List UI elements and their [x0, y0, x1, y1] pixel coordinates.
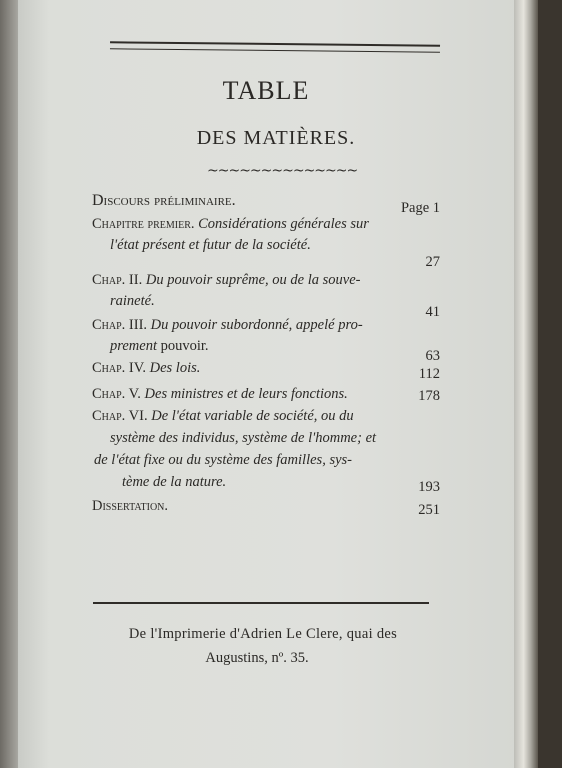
toc-line: prement pouvoir. — [110, 338, 209, 354]
toc-entry-chapter-2: Chap. II. Du pouvoir suprême, ou de la souve- — [92, 272, 361, 288]
imprint-line-2: Augustins, nº. 35. — [205, 650, 309, 666]
toc-page: 112 — [418, 366, 440, 382]
toc-entry-chapter-1: Chapitre premier. Considérations générales sur — [92, 216, 369, 232]
toc-entry-chapter-3: Chap. III. Du pouvoir subordonné, appelé pro- — [92, 317, 363, 333]
toc-entry-chapter-4: Chap. IV. Des lois. 112 — [92, 360, 440, 382]
toc-entry-dissertation: Dissertation. 251 — [92, 498, 440, 518]
toc-page: 27 — [425, 254, 440, 270]
toc-line: de l'état fixe ou du système des familles, sys- — [94, 452, 352, 468]
ornament-divider: ~~~~~~~~~~~~~~ — [207, 163, 358, 179]
imprint-line-1: De l'Imprimerie d'Adrien Le Clere, quai des — [128, 626, 398, 642]
toc-page: 178 — [418, 388, 440, 404]
toc-entry-chapter-6: Chap. VI. De l'état variable de société, ou du — [92, 408, 354, 424]
toc-entry-discours: Discours préliminaire. Page 1 — [92, 192, 440, 216]
toc-entry-chapter-5: Chap. V. Des ministres et de leurs fonctions. 178 — [92, 386, 440, 404]
toc-line: tème de la nature. 193 — [122, 474, 440, 495]
bottom-rule — [93, 602, 429, 604]
toc-page: 63 — [425, 348, 440, 364]
imprint — [88, 622, 438, 670]
toc-line: système des individus, système de l'homme; et — [110, 430, 377, 446]
page-edges — [514, 0, 538, 768]
book-gutter — [0, 0, 18, 768]
toc-line: l'état présent et futur de la société. — [110, 237, 311, 253]
book-page — [18, 0, 538, 768]
toc-page: Page 1 — [400, 200, 440, 216]
top-rule — [110, 41, 440, 52]
toc-page: 41 — [425, 304, 440, 320]
page-subtitle: DES MATIÈRES. — [196, 127, 356, 149]
page-title: TABLE — [222, 76, 310, 105]
toc-page: 251 — [418, 502, 440, 518]
toc-page: 193 — [418, 479, 440, 495]
toc-line: raineté. — [110, 293, 155, 309]
